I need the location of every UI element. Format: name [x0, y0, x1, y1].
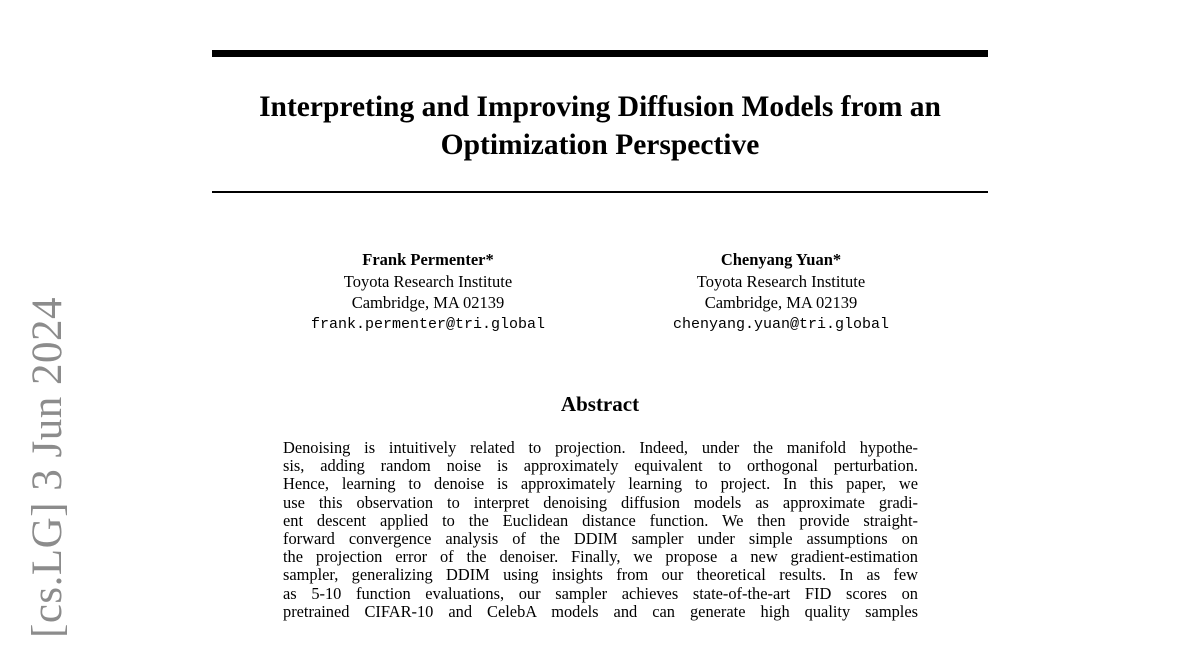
abstract-line: pretrained CIFAR-10 and CelebA models and can generate high quality samples — [283, 601, 918, 621]
abstract-heading: Abstract — [560, 392, 640, 416]
abstract-line: sampler, generalizing DDIM using insights from our theoretical results. In as few — [283, 565, 918, 585]
author-location: Cambridge, MA 02139 — [704, 293, 858, 312]
author-block-1 — [268, 249, 588, 335]
title-top-rule — [212, 50, 988, 57]
arxiv-stamp: [cs.LG] 3 Jun 2024 — [24, 296, 71, 638]
abstract-line: Hence, learning to denoise is approximately learning to project. In this paper, we — [283, 474, 918, 494]
abstract-line: use this observation to interpret denoising diffusion models as approximate gradi- — [283, 492, 918, 512]
author-name: Chenyang Yuan* — [720, 250, 842, 269]
abstract-line: forward convergence analysis of the DDIM sampler under simple assumptions on — [283, 529, 918, 549]
abstract-line: Denoising is intuitively related to projection. Indeed, under the manifold hypothe- — [283, 438, 918, 457]
author-block-2 — [621, 249, 941, 335]
abstract-line: ent descent applied to the Euclidean distance function. We then provide straight- — [283, 510, 918, 530]
author-email: frank.permenter@tri.global — [310, 315, 546, 333]
author-name: Frank Permenter* — [362, 250, 494, 269]
title-bottom-rule — [212, 191, 988, 193]
author-affiliation: Toyota Research Institute — [696, 271, 866, 291]
author-affiliation: Toyota Research Institute — [343, 271, 513, 291]
author-location: Cambridge, MA 02139 — [351, 293, 505, 312]
paper-title-line-1: Interpreting and Improving Diffusion Models from an — [259, 91, 941, 123]
paper-title-line-2: Optimization Perspective — [440, 129, 760, 161]
abstract-line: sis, adding random noise is approximately equivalent to orthogonal perturbation. — [283, 456, 918, 476]
abstract-line: as 5-10 function evaluations, our sampler achieves state-of-the-art FID scores on — [283, 583, 918, 603]
author-email: chenyang.yuan@tri.global — [672, 315, 890, 333]
paper-title — [212, 88, 988, 164]
abstract-body — [283, 439, 918, 621]
abstract-line: the projection error of the denoiser. Finally, we propose a new gradient-estimation — [283, 547, 918, 567]
